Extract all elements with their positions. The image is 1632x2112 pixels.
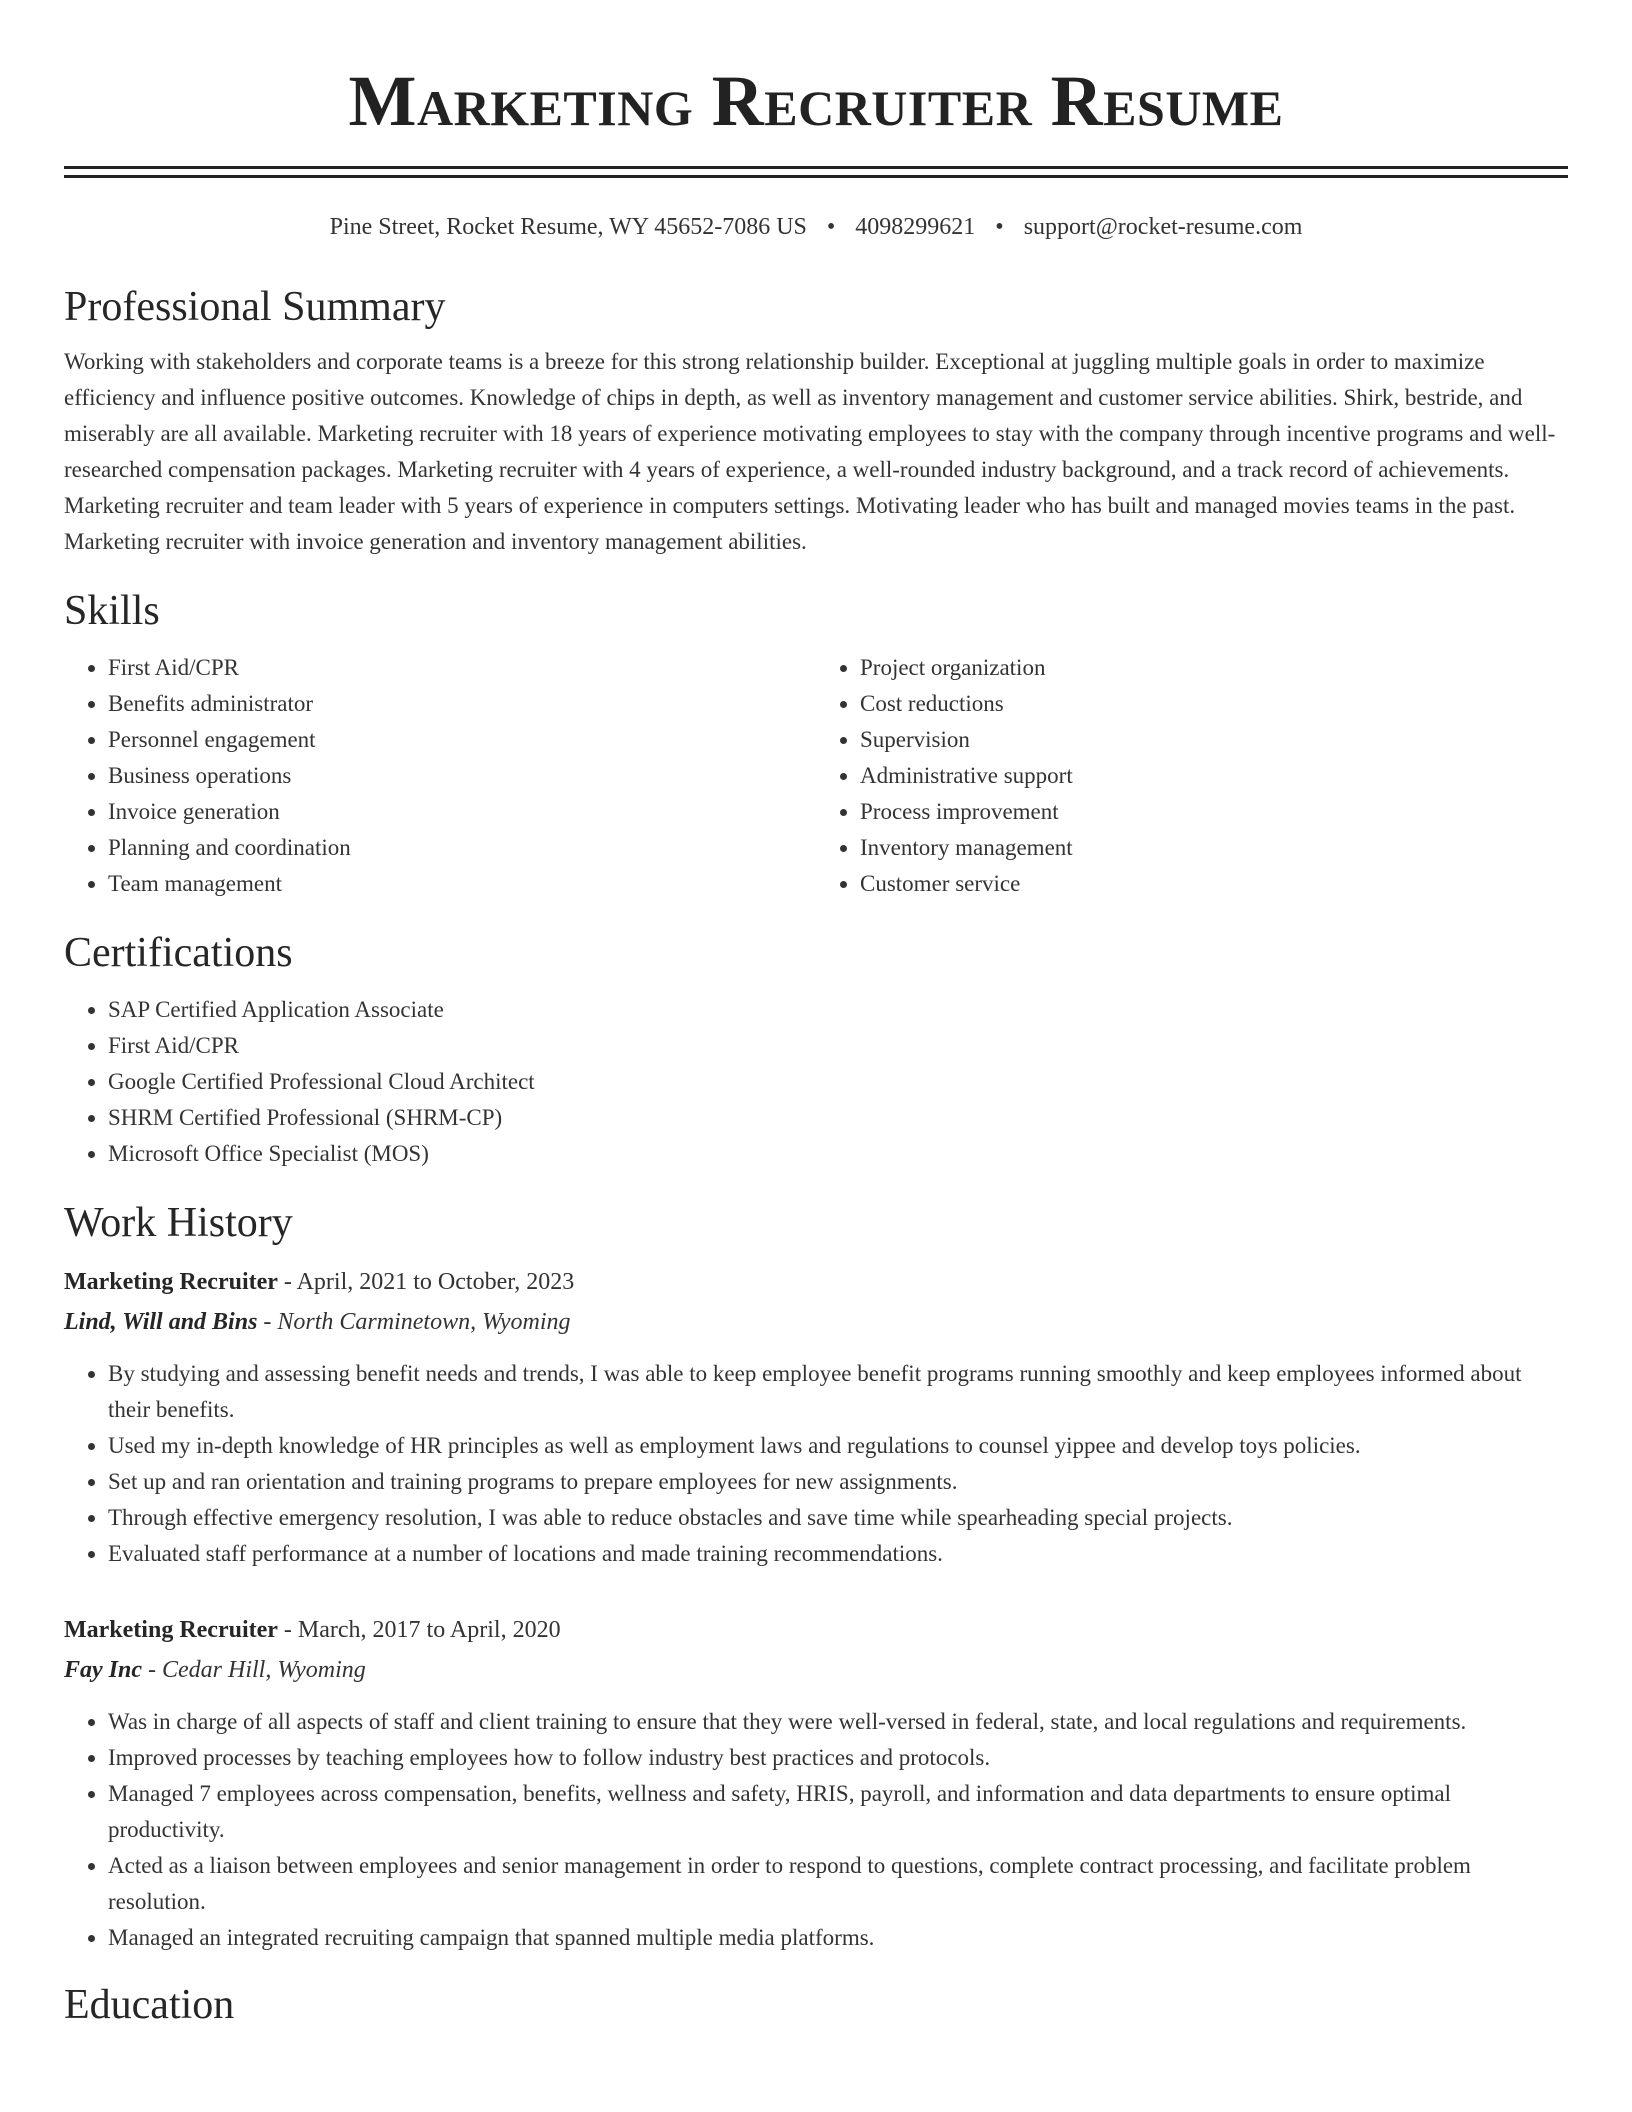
contact-line — [64, 212, 1568, 242]
skill-item: • Project organization — [860, 650, 1568, 686]
skill-item: • Invoice generation — [108, 794, 816, 830]
skill-item: • First Aid/CPR — [108, 650, 816, 686]
certifications-heading: Certifications — [64, 930, 293, 976]
job-title: Marketing Recruiter — [64, 1269, 278, 1295]
job-bullet: • Acted as a liaison between employees and senior management in order to respond to questions, complete contract processing, and facilitate problem resolution. — [108, 1848, 1568, 1920]
job-bullet: • Managed 7 employees across compensation, benefits, wellness and safety, HRIS, payroll, and information and data departments to ensure optimal productivity. — [108, 1776, 1568, 1848]
resume-page — [64, 0, 1568, 2030]
job-bullet: • Managed an integrated recruiting campaign that spanned multiple media platforms. — [108, 1920, 1568, 1956]
skill-item: • Planning and coordination — [108, 830, 816, 866]
skill-item: • Business operations — [108, 758, 816, 794]
job-entry — [64, 1262, 1568, 1572]
skills-list-right — [816, 650, 1568, 902]
summary-text: Working with stakeholders and corporate teams is a breeze for this strong relationship builder. Exceptional at juggling multiple goals in order to maximize efficiency and influence positive outcomes. Knowledge of chips in depth, as well as inventory management and customer service abilities. Shirk, bestride, and miserably are all available. Marketing recruiter with 18 years of experience motivating employees to stay with the company through incentive programs and well-researched compensation packages. Marketing recruiter with 4 years of experience, a well-rounded industry background, and a track record of achievements. Marketing recruiter and team leader with 5 years of experience in computers settings. Motivating leader who has built and managed movies teams in the past. Marketing recruiter with invoice generation and inventory management abilities. — [64, 349, 1556, 554]
summary-heading: Professional Summary — [64, 284, 446, 330]
skill-item: • Team management — [108, 866, 816, 902]
skills-list-left — [64, 650, 816, 902]
job-company-line: Lind, Will and Bins - North Carminetown, Wyoming — [64, 1309, 571, 1335]
job-company: Lind, Will and Bins — [64, 1309, 258, 1335]
certifications-list — [64, 992, 1568, 1172]
skill-item: • Process improvement — [860, 794, 1568, 830]
job-dates: April, 2021 to October, 2023 — [296, 1269, 575, 1295]
skills-columns — [64, 650, 1568, 902]
job-bullets — [64, 1704, 1568, 1956]
job-title-line: Marketing Recruiter - March, 2017 to April, 2020 — [64, 1617, 561, 1643]
contact-separator: • — [995, 214, 1004, 240]
job-bullet: • Set up and ran orientation and training programs to prepare employees for new assignments. — [108, 1464, 1568, 1500]
education-heading: Education — [64, 1982, 235, 2028]
job-company-line: Fay Inc - Cedar Hill, Wyoming — [64, 1657, 366, 1683]
certification-item: • Google Certified Professional Cloud Architect — [108, 1064, 1568, 1100]
skill-item: • Benefits administrator — [108, 686, 816, 722]
job-dates: March, 2017 to April, 2020 — [297, 1617, 561, 1643]
job-bullet: • Evaluated staff performance at a number of locations and made training recommendations. — [108, 1536, 1568, 1572]
skill-item: • Inventory management — [860, 830, 1568, 866]
job-entry — [64, 1610, 1568, 1956]
job-bullet: • Was in charge of all aspects of staff and client training to ensure that they were well-versed in federal, state, and local regulations and requirements. — [108, 1704, 1568, 1740]
skills-heading: Skills — [64, 588, 160, 634]
work-history-heading: Work History — [64, 1200, 293, 1246]
skill-item: • Customer service — [860, 866, 1568, 902]
job-location: North Carminetown, Wyoming — [277, 1309, 571, 1335]
skill-item: • Administrative support — [860, 758, 1568, 794]
job-bullet: • Improved processes by teaching employees how to follow industry best practices and protocols. — [108, 1740, 1568, 1776]
skill-item: • Personnel engagement — [108, 722, 816, 758]
job-bullet: • Used my in-depth knowledge of HR principles as well as employment laws and regulations to counsel yippee and develop toys policies. — [108, 1428, 1568, 1464]
job-location: Cedar Hill, Wyoming — [162, 1657, 366, 1683]
job-company: Fay Inc — [64, 1657, 142, 1683]
job-bullet: • Through effective emergency resolution, I was able to reduce obstacles and save time while spearheading special projects. — [108, 1500, 1568, 1536]
resume-title: Marketing Recruiter Resume — [348, 61, 1284, 141]
certification-item: • First Aid/CPR — [108, 1028, 1568, 1064]
certification-item: • Microsoft Office Specialist (MOS) — [108, 1136, 1568, 1172]
job-title: Marketing Recruiter — [64, 1617, 278, 1643]
contact-email: support@rocket-resume.com — [1023, 214, 1303, 240]
certification-item: • SHRM Certified Professional (SHRM-CP) — [108, 1100, 1568, 1136]
skill-item: • Supervision — [860, 722, 1568, 758]
title-divider — [64, 166, 1568, 178]
skill-item: • Cost reductions — [860, 686, 1568, 722]
contact-separator: • — [826, 214, 836, 240]
contact-phone: 4098299621 — [855, 214, 976, 240]
certification-item: • SAP Certified Application Associate — [108, 992, 1568, 1028]
job-bullet: • By studying and assessing benefit needs and trends, I was able to keep employee benefit programs running smoothly and keep employees informed about their benefits. — [108, 1356, 1568, 1428]
contact-address: Pine Street, Rocket Resume, WY 45652-7086 US — [329, 214, 807, 240]
job-bullets — [64, 1356, 1568, 1572]
job-title-line: Marketing Recruiter - April, 2021 to October, 2023 — [64, 1269, 575, 1295]
